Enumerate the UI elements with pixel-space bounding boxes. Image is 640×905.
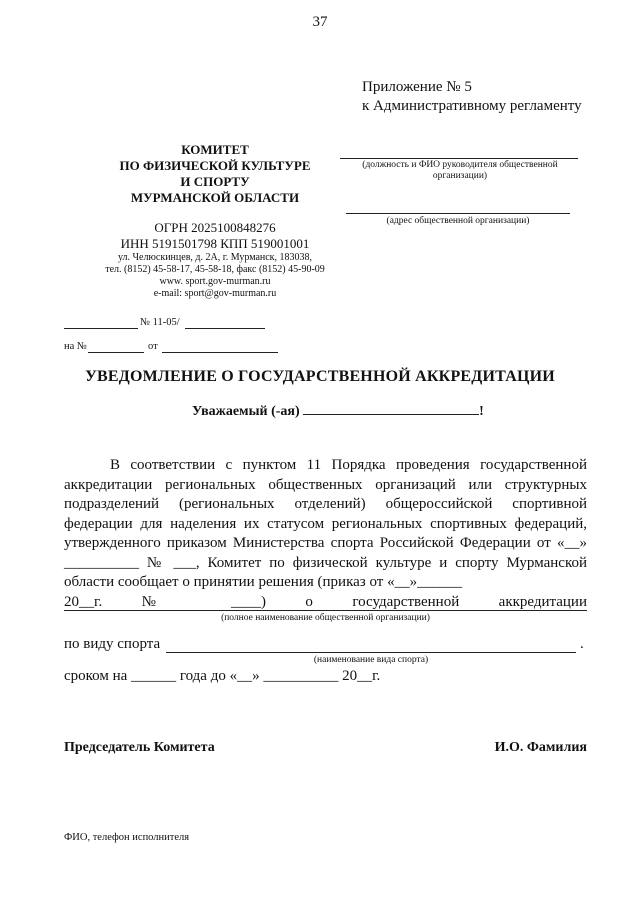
sport-line [166, 652, 576, 653]
org-phones: тел. (8152) 45-58-17, 45-58-18, факс (8152) 45-90-09 [105, 264, 325, 275]
reference-date-line [162, 352, 278, 353]
recipient-caption-line-2: организации) [432, 171, 488, 181]
org-email: e-mail: sport@gov-murman.ru [153, 288, 277, 299]
org-line-3: И СПОРТУ [180, 174, 250, 189]
recipient-address-line [346, 213, 570, 214]
organization-details [64, 220, 366, 300]
signature-position: Председатель Комитета [64, 740, 215, 755]
greeting [192, 400, 484, 420]
appendix-line-2: к Административному регламенту [362, 98, 582, 114]
document-title: УВЕДОМЛЕНИЕ О ГОСУДАРСТВЕННОЙ АККРЕДИТАЦИИ [85, 368, 555, 385]
org-website: www. sport.gov-murman.ru [159, 276, 271, 287]
executor-footer: ФИО, телефон исполнителя [64, 832, 190, 843]
recipient-position-line [340, 158, 578, 159]
org-line-1: КОМИТЕТ [181, 142, 249, 157]
body-paragraph [64, 456, 587, 612]
org-line-4: МУРМАНСКОЙ ОБЛАСТИ [130, 190, 300, 205]
sport-end: . [580, 636, 584, 652]
body-paragraph-last-line: 20__г. № ____) о государственной аккредитации [64, 593, 587, 610]
body-paragraph-text: В соответствии с пунктом 11 Порядка проведения государственной аккредитации региональных общественных организаций или структурных подразделений (региональных отделений) общероссийской спортивной федерации для наделения их статусом региональных спортивных федераций, утвержденного приказом Министерства спорта Российской Федерации от «__» __________ № ___, Комитет по физической культуре и спорту Мурманской области сообщает о принятии решения (приказ от «__»______ [64, 457, 587, 590]
org-name-caption: (полное наименование общественной организации) [221, 613, 430, 623]
greeting-name-line [303, 400, 479, 415]
appendix-line-1: Приложение № 5 [362, 79, 472, 95]
outgoing-number-line [185, 328, 265, 329]
greeting-end: ! [479, 404, 484, 419]
recipient-address-caption: (адрес общественной организации) [386, 216, 530, 226]
sport-caption: (наименование вида спорта) [313, 655, 429, 665]
organization-name [64, 142, 366, 206]
outgoing-date-line [64, 328, 138, 329]
reference-number-label: на № [64, 341, 87, 352]
org-ogrn: ОГРН 2025100848276 [154, 220, 276, 235]
outgoing-number-label: № 11-05/ [140, 317, 180, 328]
reference-number-line [88, 352, 144, 353]
org-inn-kpp: ИНН 5191501798 КПП 519001001 [120, 236, 310, 251]
sport-label: по виду спорта [64, 636, 161, 652]
greeting-text: Уважаемый (-ая) [192, 404, 300, 419]
org-line-2: ПО ФИЗИЧЕСКОЙ КУЛЬТУРЕ [119, 158, 311, 173]
org-address: ул. Челюскинцев, д. 2А, г. Мурманск, 183038, [117, 252, 313, 263]
appendix-header [362, 78, 582, 116]
reference-from-label: от [148, 341, 158, 352]
page-number: 37 [312, 14, 328, 30]
signature-name: И.О. Фамилия [494, 740, 587, 755]
recipient-position-caption [330, 160, 590, 182]
recipient-caption-line-1: (должность и ФИО руководителя общественной [362, 160, 558, 170]
org-name-line [64, 610, 587, 611]
term-row: сроком на ______ года до «__» __________ 20__г. [64, 668, 381, 684]
